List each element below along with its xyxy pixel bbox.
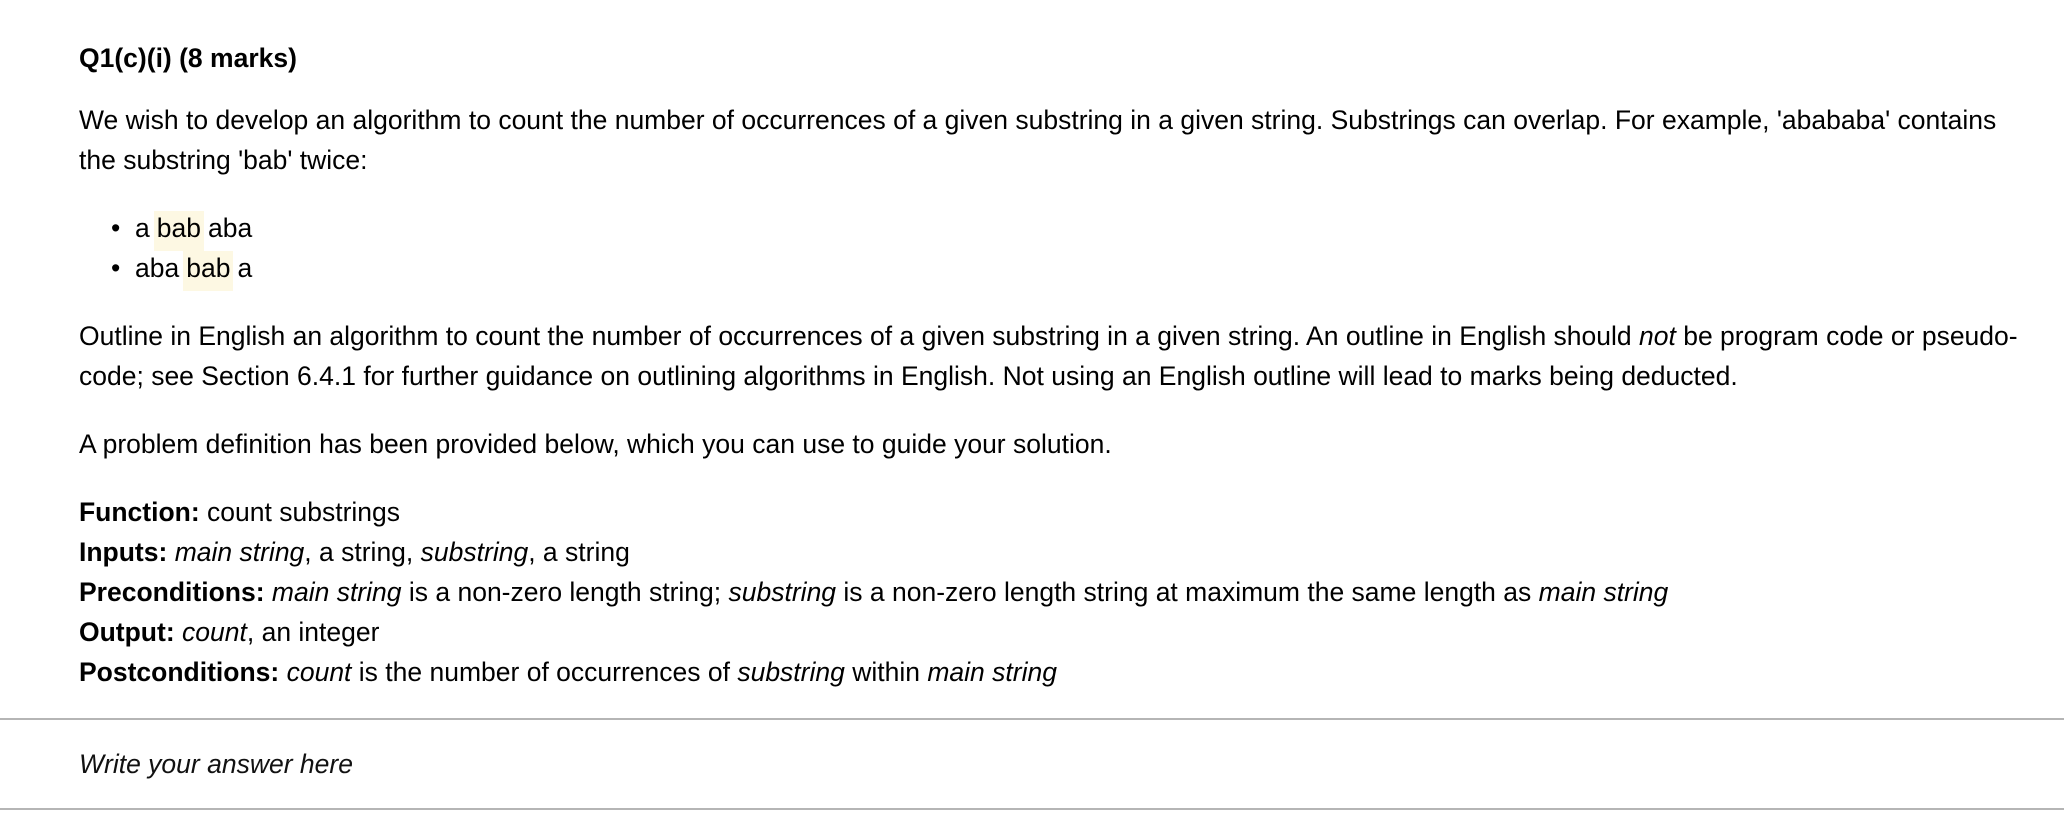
inputs-var-main-string: main string xyxy=(174,537,305,567)
preconditions-text-1: is a non-zero length string; xyxy=(401,577,729,607)
question-heading: Q1(c)(i) (8 marks) xyxy=(79,43,297,73)
substring-highlight: bab xyxy=(154,211,204,251)
preconditions-var-substring: substring xyxy=(728,577,837,607)
outline-emphasis: not xyxy=(1639,321,1676,351)
answer-divider-bottom xyxy=(0,808,2064,810)
outline-text-start: Outline in English an algorithm to count the number of occurrences of a given substring in a given string. An outline in English should xyxy=(79,321,1639,351)
postconditions-var-main-string: main string xyxy=(927,657,1057,687)
problem-intro: A problem definition has been provided below, which you can use to guide your solution. xyxy=(79,429,1112,459)
outline-text-end: be program code or pseudo-code; see Section 6.4.1 for further guidance on outlining algorithms in English. Not using an English outline will lead to marks being deducted. xyxy=(79,321,2018,391)
inputs-sep-2: , a string xyxy=(528,537,630,567)
bullet-icon: • xyxy=(111,253,121,283)
answer-placeholder[interactable]: Write your answer here xyxy=(79,749,353,779)
inputs-var-substring: substring xyxy=(420,537,529,567)
list-item xyxy=(79,208,2039,248)
output-text: , an integer xyxy=(246,617,380,647)
postconditions-text-2: within xyxy=(844,657,928,687)
postconditions-label: Postconditions: xyxy=(79,657,280,687)
preconditions-var-main-string: main string xyxy=(271,577,402,607)
function-value: count substrings xyxy=(199,497,401,527)
postconditions-var-substring: substring xyxy=(737,657,845,687)
function-label: Function: xyxy=(79,497,200,527)
question-content xyxy=(79,38,2039,692)
inputs-label: Inputs: xyxy=(79,537,168,567)
example-list xyxy=(79,208,2039,288)
postconditions-var-count: count xyxy=(286,657,352,687)
bullet-icon: • xyxy=(111,213,121,243)
preconditions-var-main-string-2: main string xyxy=(1538,577,1669,607)
inputs-sep-1: , a string, xyxy=(304,537,421,567)
question-intro: We wish to develop an algorithm to count the number of occurrences of a given substring in a given string. Substrings can overlap. For example, 'abababa' contains the substring 'bab' twice: xyxy=(79,105,1997,175)
output-label: Output: xyxy=(79,617,175,647)
preconditions-text-2: is a non-zero length string at maximum the same length as xyxy=(836,577,1539,607)
problem-definition xyxy=(79,492,2039,692)
example-after: aba xyxy=(207,213,253,243)
definition-preconditions xyxy=(79,572,2039,612)
list-item xyxy=(79,248,2039,288)
output-var-count: count xyxy=(182,617,247,647)
example-after: a xyxy=(237,253,253,283)
definition-output xyxy=(79,612,2039,652)
outline-instructions xyxy=(79,316,2039,396)
example-before: aba xyxy=(135,253,180,283)
definition-inputs xyxy=(79,532,2039,572)
example-before: a xyxy=(135,213,150,243)
postconditions-text-1: is the number of occurrences of xyxy=(351,657,738,687)
substring-highlight: bab xyxy=(183,251,233,291)
preconditions-label: Preconditions: xyxy=(79,577,265,607)
definition-postconditions xyxy=(79,652,2039,692)
answer-input-area[interactable] xyxy=(0,720,2064,808)
definition-function xyxy=(79,492,2039,532)
